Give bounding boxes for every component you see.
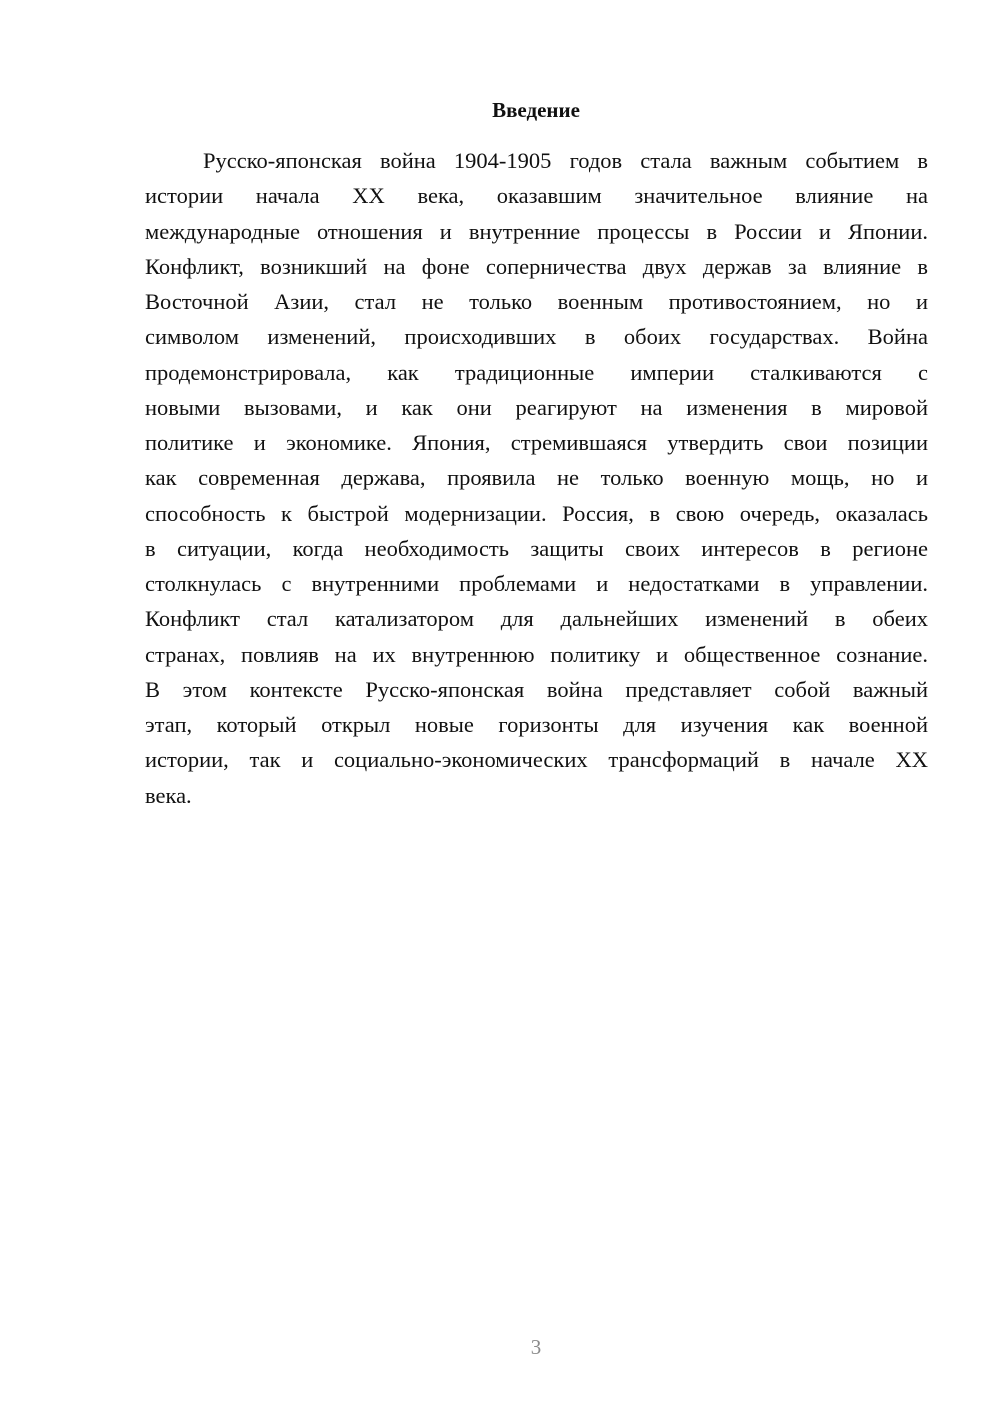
paragraph-line: Восточной Азии, стал не только военным противостоянием, но и [145,289,928,314]
page-number: 3 [530,1335,542,1359]
paragraph-line: в ситуации, когда необходимость защиты своих интересов в регионе [145,535,928,561]
paragraph-line: новыми вызовами, и как они реагируют на изменения в мировой [145,394,928,420]
paragraph-line: Конфликт стал катализатором для дальнейших изменений в обеих [145,606,928,632]
paragraph-line: международные отношения и внутренние процессы в России и Японии. [145,218,928,244]
introduction-paragraph [145,143,928,813]
paragraph-line: символом изменений, происходивших в обоих государствах. Война [145,324,928,350]
paragraph-line: как современная держава, проявила не только военную мощь, но и [145,465,928,491]
paragraph-line: Русско-японская война 1904-1905 годов стала важным событием в [203,148,928,173]
paragraph-line: В этом контексте Русско-японская война представляет собой важный [145,676,928,702]
paragraph-line: продемонстрировала, как традиционные империи сталкиваются с [145,359,928,385]
section-heading: Введение [492,98,580,122]
paragraph-line: столкнулась с внутренними проблемами и недостатками в управлении. [145,571,928,596]
paragraph-line: этап, который открыл новые горизонты для изучения как военной [145,712,928,737]
paragraph-line: способность к быстрой модернизации. Россия, в свою очередь, оказалась [145,500,928,526]
paragraph-line: политике и экономике. Япония, стремившаяся утвердить свои позиции [145,430,928,455]
paragraph-line: Конфликт, возникший на фоне соперничества двух держав за влияние в [145,253,928,279]
paragraph-line: истории начала XX века, оказавшим значительное влияние на [145,183,928,209]
paragraph-line: истории, так и социально-экономических трансформаций в начале XX [145,747,928,773]
paragraph-line: века. [145,782,192,808]
paragraph-line: странах, повлияв на их внутреннюю политику и общественное сознание. [145,641,928,667]
